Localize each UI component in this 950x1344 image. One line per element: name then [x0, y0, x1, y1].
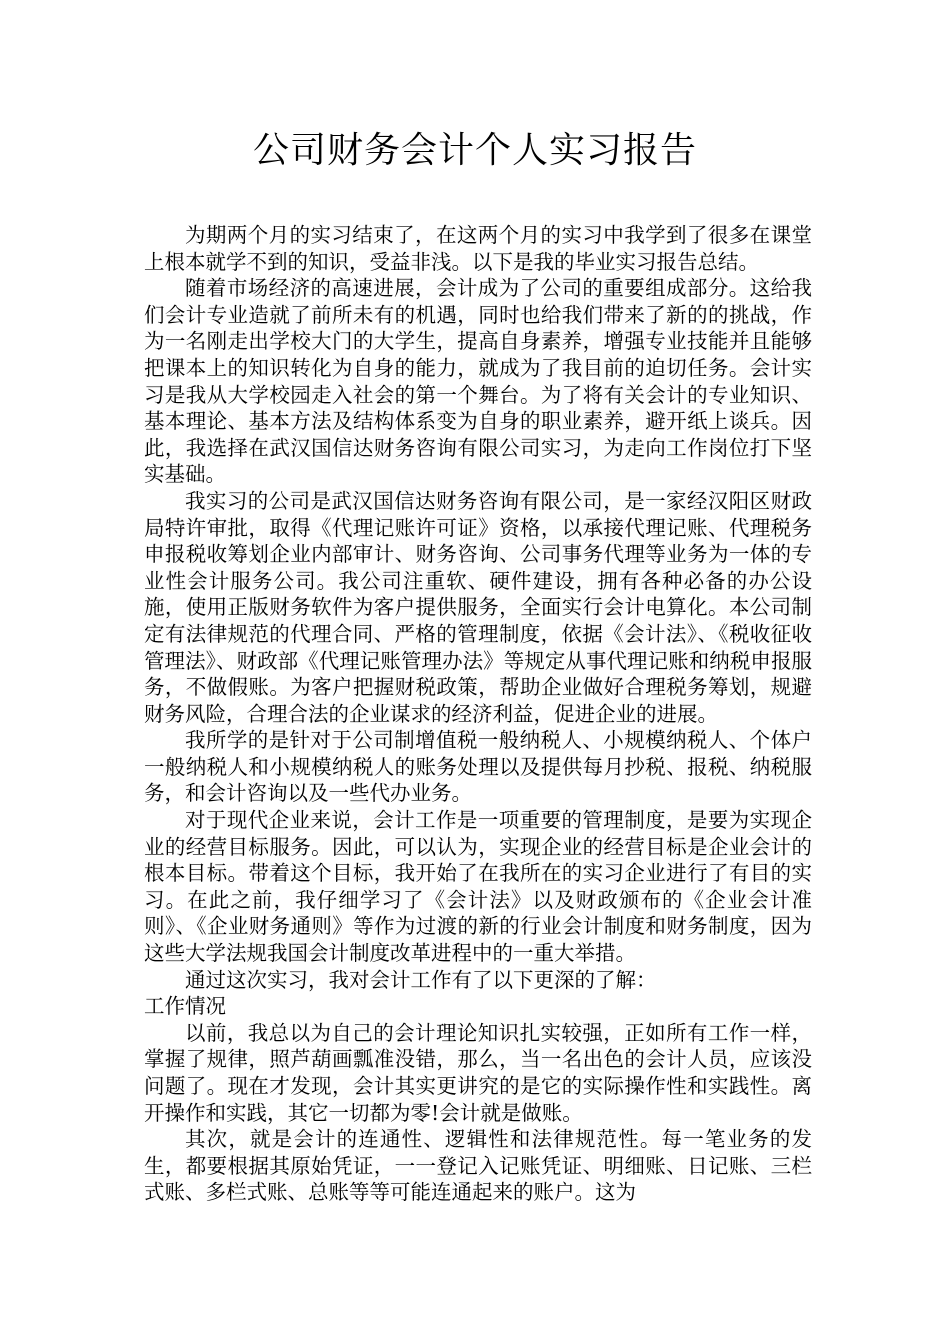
paragraph: 我所学的是针对于公司制增值税一般纳税人、小规模纳税人、个体户一般纳税人和小规模纳税人的账务处理以及提供每月抄税、报税、纳税服务，和会计咨询以及一些代办业务。: [144, 728, 812, 806]
paragraph: 对于现代企业来说，会计工作是一项重要的管理制度，是要为实现企业的经营目标服务。因此，可以认为，实现企业的经营目标是企业会计的根本目标。带着这个目标，我开始了在我所在的实习企业进行了有目的实习。在此之前，我仔细学习了《会计法》以及财政颁布的《企业会计准则》、《企业财务通则》等作为过渡的新的行业会计制度和财务制度，因为这些大学法规我国会计制度改革进程中的一重大举措。: [144, 808, 812, 966]
paragraph: 以前，我总以为自己的会计理论知识扎实较强，正如所有工作一样，掌握了规律，照芦葫画瓢准没错，那么，当一名出色的会计人员，应该没问题了。现在才发现，会计其实更讲究的是它的实际操作性和实践性。离开操作和实践，其它一切都为零!会计就是做账。: [144, 1020, 812, 1125]
section-heading: 工作情况: [144, 994, 226, 1019]
paragraph: 为期两个月的实习结束了，在这两个月的实习中我学到了很多在课堂上根本就学不到的知识，受益非浅。以下是我的毕业实习报告总结。: [144, 223, 812, 274]
paragraph: 随着市场经济的高速进展，会计成为了公司的重要组成部分。这给我们会计专业造就了前所未有的机遇，同时也给我们带来了新的的挑战，作为一名刚走出学校大门的大学生，提高自身素养，增强专业技能并且能够把课本上的知识转化为自身的能力，就成为了我目前的迫切任务。会计实习是我从大学校园走入社会的第一个舞台。为了将有关会计的专业知识、基本理论、基本方法及结构体系变为自身的职业素养，避开纸上谈兵。因此，我选择在武汉国信达财务咨询有限公司实习，为走向工作岗位打下坚实基础。: [144, 276, 812, 487]
paragraph: 通过这次实习，我对会计工作有了以下更深的了解：: [185, 967, 657, 992]
paragraph: 我实习的公司是武汉国信达财务咨询有限公司，是一家经汉阳区财政局特许审批，取得《代理记账许可证》资格，以承接代理记账、代理税务申报税收筹划企业内部审计、财务咨询、公司事务代理等业务为一体的专业性会计服务公司。我公司注重软、硬件建设，拥有各种必备的办公设施，使用正版财务软件为客户提供服务，全面实行会计电算化。本公司制定有法律规范的代理合同、严格的管理制度，依据《会计法》、《税收征收管理法》、财政部《代理记账管理办法》等规定从事代理记账和纳税申报服务，不做假账。为客户把握财税政策，帮助企业做好合理税务筹划，规避财务风险，合理合法的企业谋求的经济利益，促进企业的进展。: [144, 488, 812, 726]
paragraph: 其次，就是会计的连通性、逻辑性和法律规范性。每一笔业务的发生，都要根据其原始凭证，一一登记入记账凭证、明细账、日记账、三栏式账、多栏式账、总账等等可能连通起来的账户。这为: [144, 1127, 812, 1205]
document-body: [144, 222, 812, 1206]
document-title: 公司财务会计个人实习报告: [252, 130, 697, 171]
